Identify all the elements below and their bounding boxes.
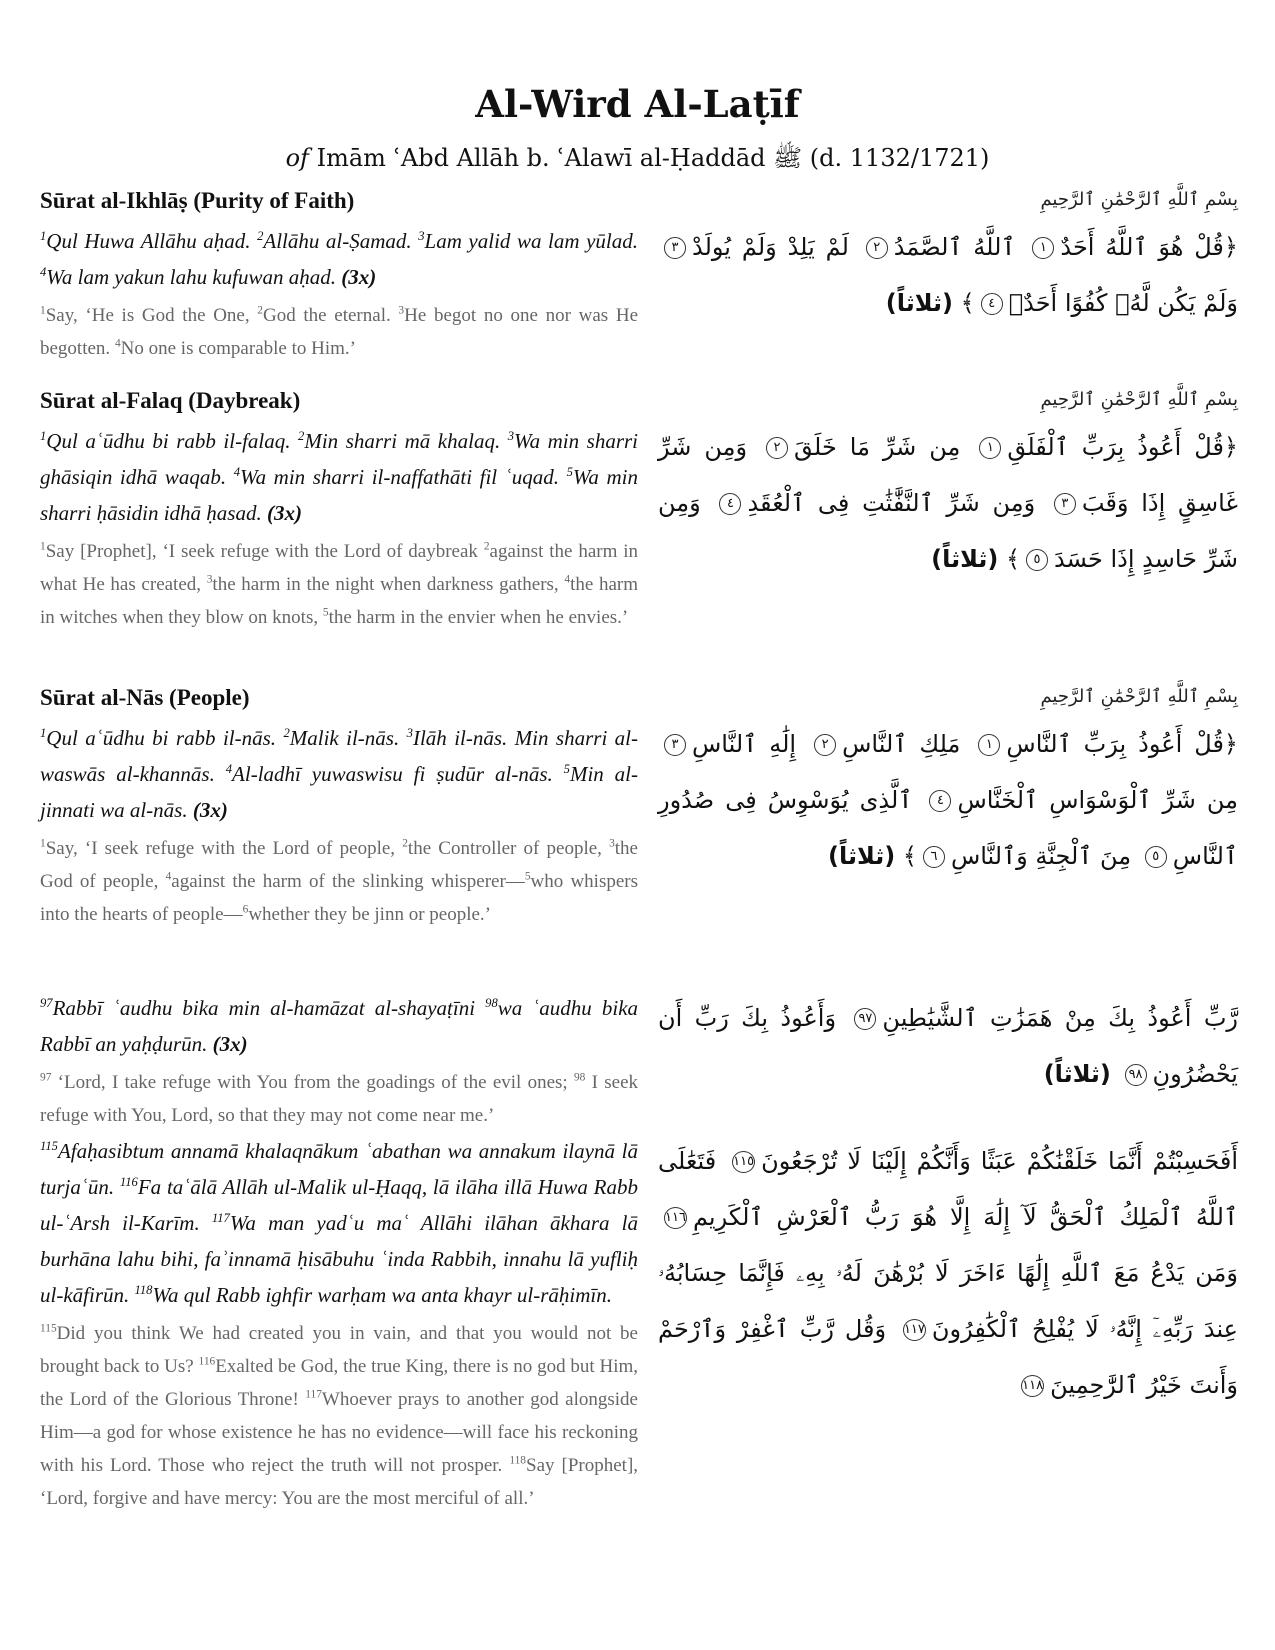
ayah-marker: ٤	[929, 790, 951, 812]
ayah-marker: ١	[979, 437, 1001, 459]
repeat-marker: (3x)	[212, 1032, 248, 1056]
basmala: بِسْمِ ٱللَّهِ ٱلرَّحْمَٰنِ ٱلرَّحِيمِ	[1040, 686, 1238, 707]
ayah-marker: ٥	[1026, 549, 1048, 571]
translation: $^{97}$ ‘Lord, I take refuge with You from the goadings of the evil ones; $^{98}$ I seek refuge with You, Lord, so that they may not come near me.’	[40, 1071, 639, 1126]
repeat-marker-arabic: (ثلاثاً)	[828, 842, 896, 870]
repeat-marker-arabic: (ثلاثاً)	[885, 289, 953, 317]
section-heading: Sūrat al-Nās (People)	[40, 685, 250, 710]
page-title: Al-Wird Al-Laṭīf	[475, 82, 800, 126]
ayah-marker: ١١٨	[1021, 1375, 1044, 1397]
arabic-text: أَفَحَسِبْتُمْ أَنَّمَا خَلَقْنَٰكُمْ عَبَثًا وَأَنَّكُمْ إِلَيْنَا لَا تُرْجَعُونَ١١٥ فَتَعَٰلَى ٱللَّهُ ٱلْمَلِكُ ٱلْحَقُّ لَآ إِلَٰهَ إِلَّا هُوَ رَبُّ ٱلْعَرْشِ ٱلْكَرِيمِ١١٦ وَمَن يَدْعُ مَعَ ٱللَّهِ إِلَٰهًا ءَاخَرَ لَا بُرْهَٰنَ لَهُۥ بِهِۦ فَإِنَّمَا حِسَابُهُۥ عِندَ رَبِّهِۦٓ إِنَّهُۥ لَا يُفْلِحُ ٱلْكَٰفِرُونَ١١٧ وَقُل رَّبِّ ٱغْفِرْ وَٱرْحَمْ وَأَنتَ خَيْرُ ٱلرَّٰحِمِينَ١١٨	[658, 1147, 1239, 1399]
ayah-marker: ٤	[719, 493, 741, 515]
verses-115-118-arabic-column	[658, 1133, 1238, 1413]
ayah-marker: ٩٧	[854, 1008, 876, 1030]
falaq-latin-column	[40, 385, 638, 634]
transliteration: $^1$Qul aʿūdhu bi rabb il-nās. $^2$Malik il-nās. $^3$Ilāh il-nās. Min sharri al-waswās al-khannās. $^4$Al-ladhī yuwaswisu fi ṣudūr al-nās. $^5$Min al-jinnati wa al-nās. (3x)	[40, 726, 639, 822]
arabic-text: رَّبِّ أَعُوذُ بِكَ مِنْ هَمَزَٰتِ ٱلشَّيَٰطِينِ٩٧ وَأَعُوذُ بِكَ رَبِّ أَن يَحْضُرُونِ٩٨ (ثلاثاً)	[658, 1004, 1238, 1088]
repeat-marker: (3x)	[341, 265, 377, 289]
translation: $^1$Say, ‘He is God the One, $^2$God the eternal. $^3$He begot no one nor was He begotten. $^4$No one is comparable to Him.’	[40, 304, 639, 359]
ayah-marker: ١١٦	[664, 1207, 687, 1229]
transliteration: $^{115}$Afaḥasibtum annamā khalaqnākum ʿabathan wa annakum ilaynā lā turjaʿūn. $^{116}$Fa taʿālā Allāh ul-Malik ul-Ḥaqq, lā ilāha illā Huwa Rabb ul-ʿArsh il-Karīm. $^{117}$Wa man yadʿu maʿ Allāhi ilāhan ākhara lā burhāna lahu bihi, faʾinnamā ḥisābuhu ʿinda Rabbih, innahu lā yufliḥ ul-kāfirūn. $^{118}$Wa qul Rabb ighfir warḥam wa anta khayr ul-rāḥimīn.	[40, 1139, 639, 1307]
nas-arabic-column	[658, 682, 1238, 884]
ayah-marker: ٤	[981, 293, 1003, 315]
translation: $^1$Say, ‘I seek refuge with the Lord of people, $^2$the Controller of people, $^3$the God of people, $^4$against the harm of the slinking whisperer—$^5$who whispers into the hearts of people—$^6$whether they be jinn or people.’	[40, 837, 638, 925]
repeat-marker: (3x)	[266, 501, 302, 525]
arabic-text: ﴿قُلْ أَعُوذُ بِرَبِّ ٱلْفَلَقِ١ مِن شَرِّ مَا خَلَقَ٢ وَمِن شَرِّ غَاسِقٍ إِذَا وَقَبَ٣ وَمِن شَرِّ ٱلنَّفَّٰثَٰتِ فِى ٱلْعُقَدِ٤ وَمِن شَرِّ حَاسِدٍ إِذَا حَسَدَ٥﴾ (ثلاثاً)	[658, 433, 1238, 573]
ayah-marker: ٩٨	[1125, 1064, 1147, 1086]
transliteration: $^1$Qul aʿūdhu bi rabb il-falaq. $^2$Min sharri mā khalaq. $^3$Wa min sharri ghāsiqin idhā waqab. $^4$Wa min sharri il-naffathāti fil ʿuqad. $^5$Wa min sharri ḥāsidin idhā ḥasad. (3x)	[40, 429, 639, 525]
translation: $^1$Say [Prophet], ‘I seek refuge with the Lord of daybreak $^2$against the harm in what He has created, $^3$the harm in the night when darkness gathers, $^4$the harm in witches when they blow on knots, $^5$the harm in the envier when he envies.’	[40, 540, 639, 628]
nas-latin-column	[40, 682, 638, 931]
verses-97-98-latin-column	[40, 990, 638, 1132]
ayah-marker: ١	[1032, 237, 1054, 259]
falaq-arabic-column	[658, 385, 1238, 587]
translation: $^{115}$Did you think We had created you in vain, and that you would not be brought back to Us? $^{116}$Exalted be God, the true King, there is no god but Him, the Lord of the Glorious Throne! $^{117}$Whoever prays to another god alongside Him—a god for whose existence he has no evidence—will face his reckoning with his Lord. Those who reject the truth will not prosper. $^{118}$Say [Prophet], ‘Lord, forgive and have mercy: You are the most merciful of all.’	[40, 1322, 639, 1509]
ikhlas-latin-column	[40, 185, 638, 365]
ayah-marker: ٦	[923, 846, 945, 868]
subtitle-author: Imām ʿAbd Allāh b. ʿAlawī al-Ḥaddād ﷺ (d. 1132/1721)	[308, 144, 990, 172]
ayah-marker: ٥	[1145, 846, 1167, 868]
ikhlas-arabic-column	[658, 185, 1238, 331]
ayah-marker: ١١٥	[732, 1151, 755, 1173]
ayah-marker: ٢	[866, 237, 888, 259]
ayah-marker: ٣	[664, 237, 686, 259]
basmala: بِسْمِ ٱللَّهِ ٱلرَّحْمَٰنِ ٱلرَّحِيمِ	[1040, 389, 1238, 410]
ayah-marker: ١	[978, 734, 1000, 756]
ayah-marker: ١١٧	[903, 1319, 926, 1341]
repeat-marker: (3x)	[192, 798, 228, 822]
transliteration: $^1$Qul Huwa Allāhu aḥad. $^2$Allāhu al-Ṣamad. $^3$Lam yalid wa lam yūlad. $^4$Wa lam yakun lahu kufuwan aḥad. (3x)	[40, 229, 639, 289]
ayah-marker: ٢	[766, 437, 788, 459]
section-heading: Sūrat al-Falaq (Daybreak)	[40, 388, 301, 413]
transliteration: $^{97}$Rabbī ʿaudhu bika min al-hamāzat al-shayaṭīni $^{98}$wa ʿaudhu bika Rabbī an yaḥḍurūn. (3x)	[40, 996, 639, 1056]
ayah-marker: ٣	[664, 734, 686, 756]
ayah-marker: ٢	[814, 734, 836, 756]
repeat-marker-arabic: (ثلاثاً)	[1043, 1060, 1111, 1088]
basmala: بِسْمِ ٱللَّهِ ٱلرَّحْمَٰنِ ٱلرَّحِيمِ	[1040, 189, 1238, 210]
verses-115-118-latin-column	[40, 1133, 638, 1515]
verses-97-98-arabic-column	[658, 990, 1238, 1102]
repeat-marker-arabic: (ثلاثاً)	[931, 545, 999, 573]
section-heading: Sūrat al-Ikhlāṣ (Purity of Faith)	[40, 188, 355, 213]
page-subtitle	[0, 143, 1275, 178]
ayah-marker: ٣	[1054, 493, 1076, 515]
subtitle-of: of	[285, 144, 309, 172]
arabic-text: ﴿قُلْ أَعُوذُ بِرَبِّ ٱلنَّاسِ١ مَلِكِ ٱلنَّاسِ٢ إِلَٰهِ ٱلنَّاسِ٣ مِن شَرِّ ٱلْوَسْوَاسِ ٱلْخَنَّاسِ٤ ٱلَّذِى يُوَسْوِسُ فِى صُدُورِ ٱلنَّاسِ٥ مِنَ ٱلْجِنَّةِ وَٱلنَّاسِ٦﴾ (ثلاثاً)	[658, 730, 1238, 870]
arabic-text: ﴿قُلْ هُوَ ٱللَّهُ أَحَدٌ١ ٱللَّهُ ٱلصَّمَدُ٢ لَمْ يَلِدْ وَلَمْ يُولَدْ٣ وَلَمْ يَكُن لَّهُۥ كُفُوًا أَحَدٌۢ٤﴾ (ثلاثاً)	[658, 219, 1238, 331]
